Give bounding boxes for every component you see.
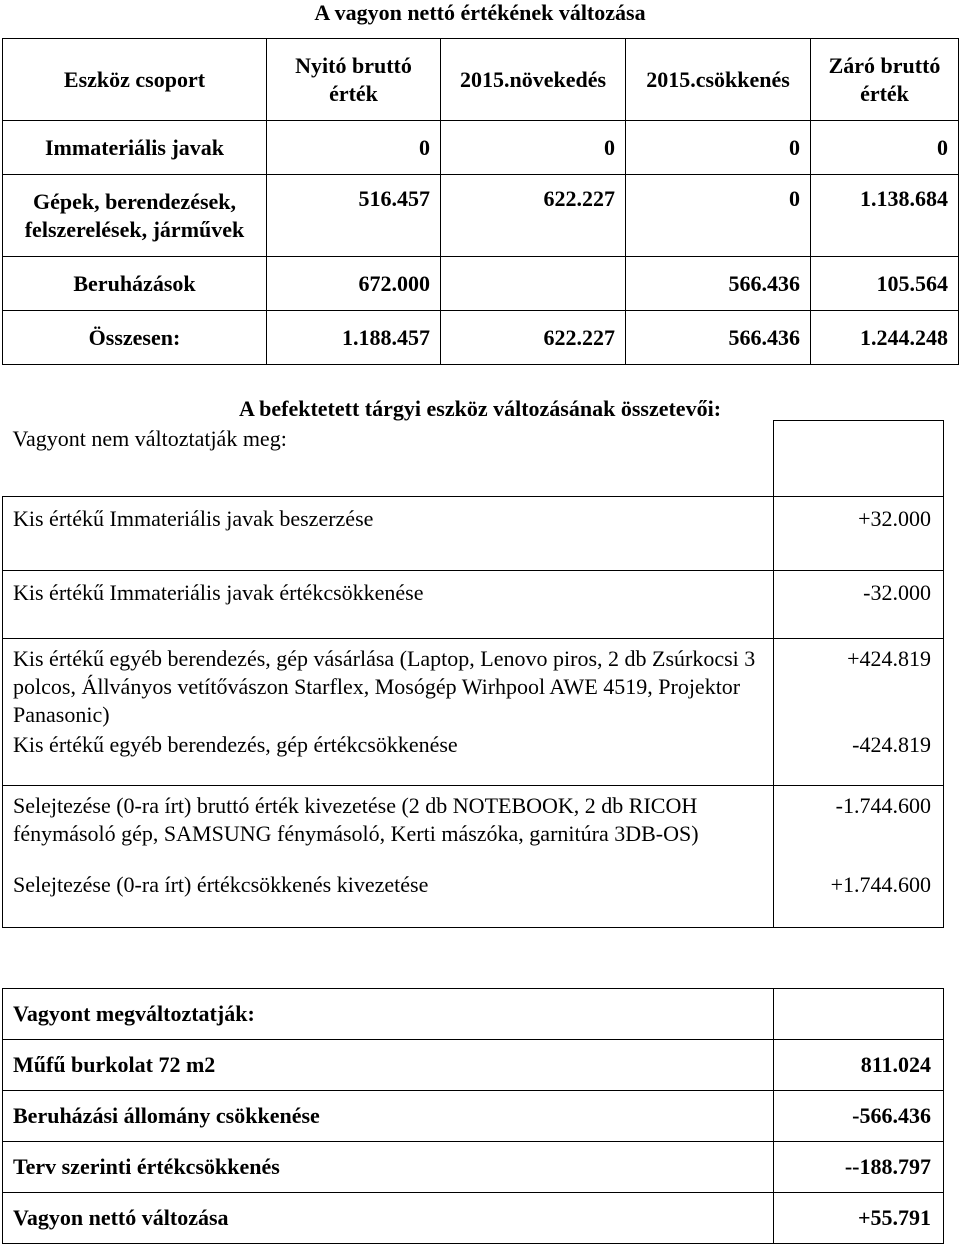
item-description: Terv szerinti értékcsökkenés <box>3 1142 774 1193</box>
table-row <box>3 785 944 871</box>
item-amount: --188.797 <box>774 1142 944 1193</box>
table-row <box>3 639 944 730</box>
asset-change-table <box>2 38 959 365</box>
header-closing-gross: Záró bruttó érték <box>811 39 959 121</box>
row-label: Összesen: <box>3 311 267 365</box>
table-row <box>3 121 959 175</box>
section-heading: Vagyont nem változtatják meg: <box>3 421 774 497</box>
cell-value: 566.436 <box>626 311 811 365</box>
cell-value: 622.227 <box>441 311 626 365</box>
header-increase: 2015.növekedés <box>441 39 626 121</box>
table-header-row <box>3 421 944 497</box>
section-heading: Vagyont megváltoztatják: <box>3 989 774 1040</box>
item-description: Műfű burkolat 72 m2 <box>3 1040 774 1091</box>
table-total-row <box>3 1193 944 1244</box>
table-row <box>3 175 959 257</box>
cell-value: 1.188.457 <box>267 311 441 365</box>
document-title: A vagyon nettó értékének változása <box>314 0 646 25</box>
section-subtitle: A befektetett tárgyi eszköz változásának összetevői: <box>238 396 722 421</box>
cell-value: 0 <box>441 121 626 175</box>
non-changing-items-table <box>2 420 944 928</box>
changing-items-table <box>2 988 944 1244</box>
cell-value: 0 <box>267 121 441 175</box>
cell-value: 0 <box>626 175 811 257</box>
cell-value <box>441 257 626 311</box>
table-row <box>3 1040 944 1091</box>
item-amount: -566.436 <box>774 1091 944 1142</box>
header-decrease: 2015.csökkenés <box>626 39 811 121</box>
table-row <box>3 497 944 571</box>
table-row <box>3 1142 944 1193</box>
cell-value: 105.564 <box>811 257 959 311</box>
item-amount: -424.819 <box>774 729 944 785</box>
row-label: Beruházások <box>3 257 267 311</box>
table-row <box>3 571 944 639</box>
table-row <box>3 1091 944 1142</box>
item-description: Kis értékű egyéb berendezés, gép vásárlása (Laptop, Lenovo piros, 2 db Zsúrkocsi 3 polcos, Állványos vetítővászon Starflex, Mosógép Wirhpool AWE 4519, Projektor Panasonic) <box>3 639 774 730</box>
item-amount: +55.791 <box>774 1193 944 1244</box>
row-label: Gépek, berendezések, felszerelések, járművek <box>3 175 267 257</box>
item-description: Beruházási állomány csökkenése <box>3 1091 774 1142</box>
table-total-row <box>3 311 959 365</box>
item-amount: -32.000 <box>774 571 944 639</box>
cell-value: 0 <box>626 121 811 175</box>
table-row <box>3 257 959 311</box>
cell-value: 1.138.684 <box>811 175 959 257</box>
item-description: Selejtezése (0-ra írt) értékcsökkenés kivezetése <box>3 871 774 927</box>
item-description: Kis értékű Immateriális javak beszerzése <box>3 497 774 571</box>
table-row <box>3 729 944 785</box>
table-row <box>3 871 944 927</box>
header-opening-gross: Nyitó bruttó érték <box>267 39 441 121</box>
item-amount: 811.024 <box>774 1040 944 1091</box>
item-description: Selejtezése (0-ra írt) bruttó érték kivezetése (2 db NOTEBOOK, 2 db RICOH fénymásoló gép, SAMSUNG fénymásoló, Kerti mászóka, garnitúra 3DB-OS) <box>3 785 774 871</box>
item-description: Kis értékű Immateriális javak értékcsökkenése <box>3 571 774 639</box>
item-amount: +1.744.600 <box>774 871 944 927</box>
table-header-row <box>3 39 959 121</box>
empty-cell <box>774 989 944 1040</box>
cell-value: 566.436 <box>626 257 811 311</box>
row-label: Immateriális javak <box>3 121 267 175</box>
item-amount: +424.819 <box>774 639 944 730</box>
item-amount: +32.000 <box>774 497 944 571</box>
cell-value: 516.457 <box>267 175 441 257</box>
item-description: Vagyon nettó változása <box>3 1193 774 1244</box>
item-description: Kis értékű egyéb berendezés, gép értékcsökkenése <box>3 729 774 785</box>
item-amount: -1.744.600 <box>774 785 944 871</box>
cell-value: 672.000 <box>267 257 441 311</box>
table-header-row <box>3 989 944 1040</box>
header-asset-group: Eszköz csoport <box>3 39 267 121</box>
cell-value: 0 <box>811 121 959 175</box>
empty-cell <box>774 421 944 497</box>
cell-value: 622.227 <box>441 175 626 257</box>
cell-value: 1.244.248 <box>811 311 959 365</box>
